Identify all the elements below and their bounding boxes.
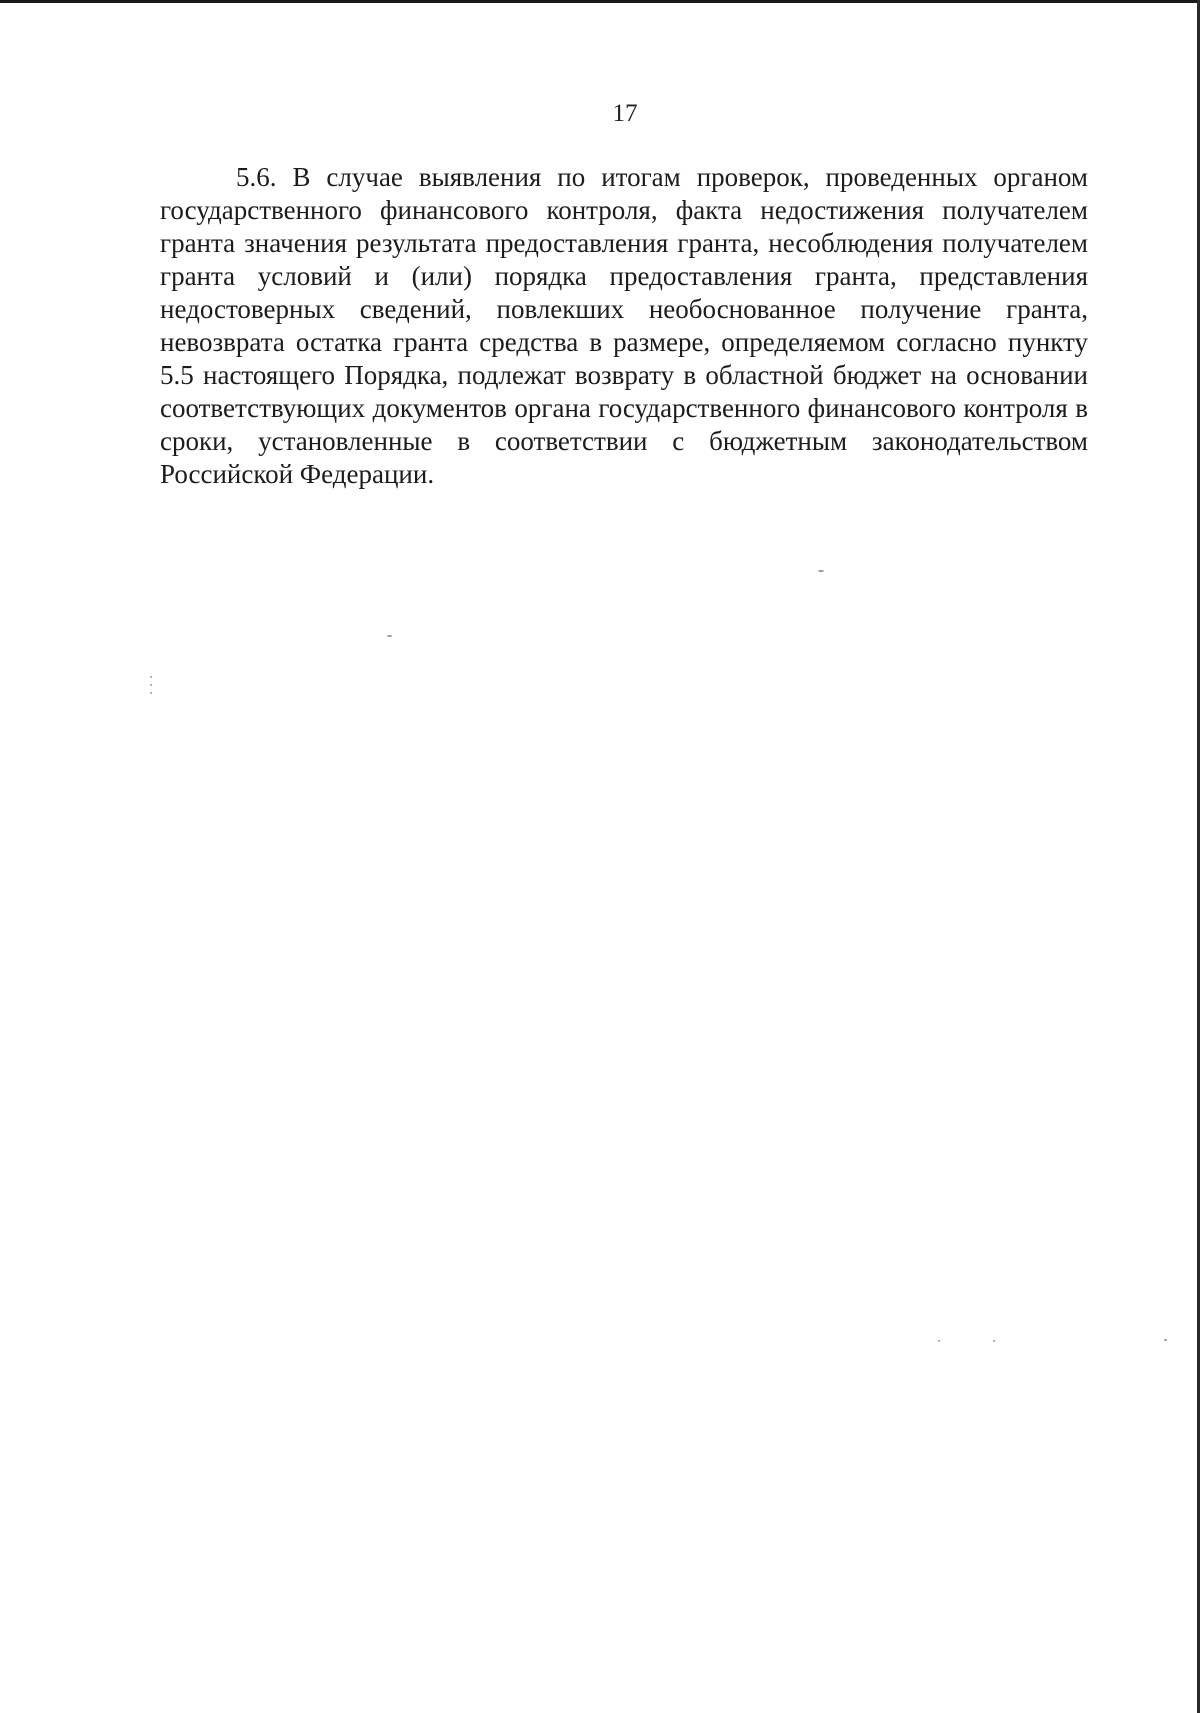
paragraph-5-6: 5.6. В случае выявления по итогам проверок, проведенных органом государственного финансового контроля, факта недостижения получателем гранта значения результата предоставления гранта, несоблюдения получателем гранта условий и (или) порядка предоставления гранта, представления недостоверных сведений, повлекших необоснованное получение гранта, невозврата остатка гранта средства в размере, определяемом согласно пункту 5.5 настоящего Порядка, подлежат возврату в областной бюджет на основании соответствующих документов органа государственного финансового контроля в сроки, установленные в соответствии с бюджетным законодательством Российской Федерации. <box>160 162 1088 489</box>
scan-speck <box>818 570 824 572</box>
scan-speck <box>1164 1339 1167 1341</box>
scan-speck <box>150 684 152 686</box>
scan-speck <box>993 1340 995 1342</box>
scan-speck <box>938 1340 940 1342</box>
page-number: 17 <box>612 100 638 127</box>
scan-speck <box>387 635 392 637</box>
scan-speck <box>150 692 152 694</box>
scan-edge-top <box>0 0 1200 3</box>
scan-speck <box>150 676 152 678</box>
